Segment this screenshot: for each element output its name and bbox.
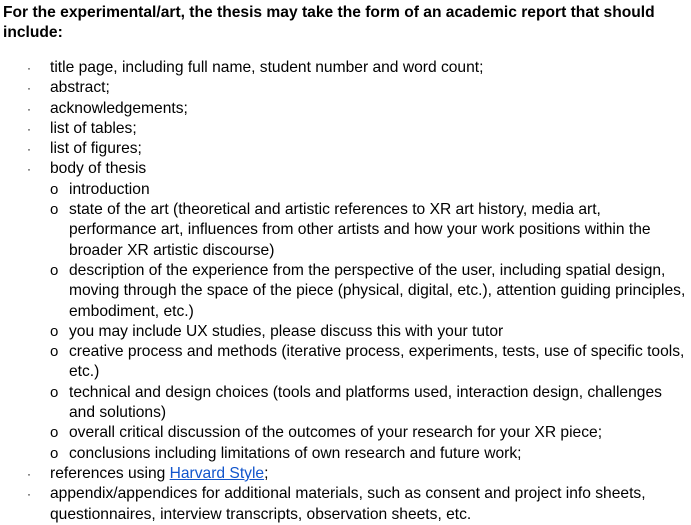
circle-bullet-icon: o: [50, 383, 59, 401]
sub-list-item: [50, 200, 691, 261]
list-item-text: title page, including full name, student number and word count;: [50, 59, 484, 76]
sub-list-item: [50, 342, 691, 383]
sub-list-item: [50, 180, 691, 200]
references-prefix: references using: [50, 464, 170, 482]
list-item-body-of-thesis: [0, 159, 691, 463]
sub-list-item: [50, 322, 691, 342]
list-item: [0, 119, 691, 139]
list-item-text: abstract;: [50, 79, 110, 97]
list-item-text: acknowledgements;: [50, 99, 188, 117]
bullet-icon: ·: [27, 61, 31, 75]
circle-bullet-icon: o: [50, 424, 59, 442]
list-item-text: list of tables;: [50, 119, 137, 137]
sub-list-item-text: technical and design choices (tools and platforms used, interaction design, challenges and solutions): [69, 383, 662, 422]
circle-bullet-icon: o: [50, 261, 59, 279]
list-item: [0, 58, 691, 78]
circle-bullet-icon: o: [50, 201, 59, 219]
circle-bullet-icon: o: [50, 444, 59, 462]
sub-list-item: [50, 423, 691, 443]
bullet-icon: ·: [27, 81, 31, 96]
list-item: [0, 99, 691, 119]
sub-list-item-text: description of the experience from the perspective of the user, including spatial design, moving through the space of the piece (physical, digital, etc.), attention guiding principles, embodiment, etc.): [69, 261, 686, 320]
sub-list-item-text: creative process and methods (iterative process, experiments, tests, use of specific tools, etc.): [69, 343, 685, 381]
circle-bullet-icon: o: [50, 180, 59, 198]
body-of-thesis-sublist: [50, 180, 691, 464]
bullet-icon: ·: [27, 487, 31, 502]
sub-list-item-text: overall critical discussion of the outcomes of your research for your XR piece;: [69, 424, 603, 442]
sub-list-item: [50, 261, 691, 322]
sub-list-item-text: conclusions including limitations of own research and future work;: [69, 444, 522, 462]
list-item: [0, 78, 691, 98]
bullet-icon: ·: [27, 162, 31, 177]
bullet-icon: ·: [27, 101, 31, 116]
bullet-icon: ·: [27, 466, 31, 481]
list-item-appendix: [0, 484, 691, 525]
sub-list-item-text: state of the art (theoretical and artistic references to XR art history, media art, performance art, influences from other artists and how your work positions within the broader XR artistic discourse): [69, 201, 651, 259]
section-heading: For the experimental/art, the thesis may take the form of an academic report that should include:: [3, 4, 655, 41]
requirements-list: [0, 58, 691, 525]
list-item: [0, 139, 691, 159]
list-item-text: list of figures;: [50, 140, 142, 158]
sub-list-item: [50, 383, 691, 424]
bullet-icon: ·: [27, 142, 31, 157]
list-item-text: appendix/appendices for additional materials, such as consent and project info sheets, questionnaires, interview transcripts, observation sheets, etc.: [50, 485, 646, 523]
references-suffix: ;: [264, 464, 269, 482]
circle-bullet-icon: o: [50, 343, 59, 361]
sub-list-item: [50, 444, 691, 464]
list-item-text: body of thesis: [50, 160, 147, 178]
harvard-style-link[interactable]: Harvard Style: [169, 464, 265, 482]
list-item-references: [0, 464, 691, 484]
circle-bullet-icon: o: [50, 322, 59, 340]
sub-list-item-text: introduction: [69, 180, 150, 198]
bullet-icon: ·: [27, 121, 31, 136]
sub-list-item-text: you may include UX studies, please discuss this with your tutor: [69, 322, 504, 340]
